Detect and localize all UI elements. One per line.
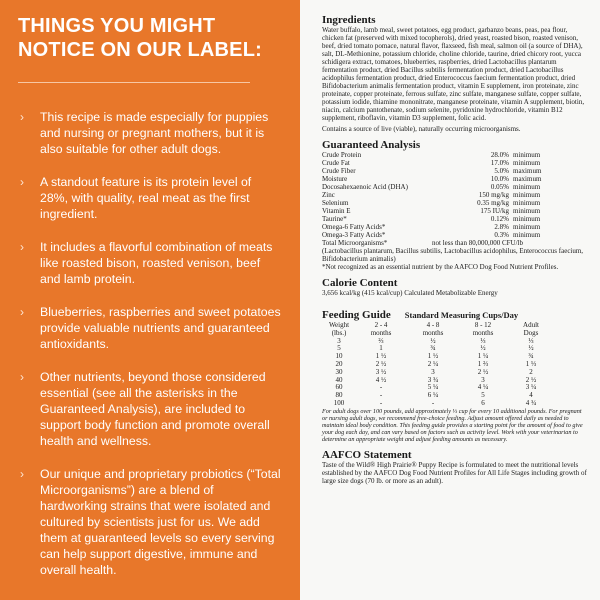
- aafco-heading: AAFCO Statement: [322, 448, 412, 461]
- feeding-header-cell: months: [370, 328, 392, 337]
- feeding-cell: 4 ¾: [525, 398, 537, 407]
- ga-row-unit: minimum: [513, 223, 541, 231]
- feeding-guide-header: [322, 303, 588, 321]
- ga-row-value: 5.0%: [494, 167, 509, 175]
- feeding-cell: 100: [333, 398, 345, 407]
- label-note-item: [18, 304, 282, 352]
- ga-footnote: *Not recognized as an essential nutrient by the AAFCO Dog Food Nutrient Profiles.: [322, 263, 559, 271]
- feeding-cell: 4: [529, 391, 533, 400]
- feeding-header-cell: months: [422, 328, 444, 337]
- feeding-cell: 5: [481, 391, 485, 400]
- feeding-cell: 1 ½: [375, 352, 387, 361]
- label-note-text: Blueberries, raspberries and sweet potatoes provide valuable nutrients and guaranteed antioxidants.: [40, 305, 281, 351]
- feeding-cell: -: [431, 398, 435, 407]
- feeding-cell: 6: [481, 398, 485, 407]
- ga-row-name: Crude Protein: [322, 151, 362, 159]
- feeding-cell: 3: [337, 336, 341, 345]
- ga-row-name: Total Microorganisms*: [322, 239, 388, 247]
- ga-row-total-microorganisms: [322, 239, 588, 247]
- feeding-cell: 10: [335, 352, 343, 361]
- chevron-right-icon: ›: [20, 305, 24, 319]
- feeding-guide-note: For adult dogs over 100 pounds, add approximately ⅓ cup for every 10 additional pounds. For pregnant or nursing adult dogs, we recommend free-choice feeding. Adjust amount offered daily as needed to maintain ideal body condition. This feeding guide provides a starting point for the amount of food to give your dog each day, and can vary based on factors such as activity level. Work with your veterinarian to determine an appropriate weight and adjust feeding amounts as necessary.: [322, 407, 583, 443]
- feeding-cell: ½: [480, 344, 486, 353]
- title-divider: [18, 82, 250, 83]
- feeding-row: [324, 369, 554, 377]
- feeding-cell: 3: [481, 375, 485, 384]
- feeding-header-cell: Dogs: [523, 328, 539, 337]
- ga-row: [322, 151, 588, 159]
- ga-row-name: Crude Fat: [322, 159, 350, 167]
- ga-row-value: not less than 80,000,000 CFU/lb: [432, 239, 524, 247]
- feeding-cell: 60: [335, 383, 343, 392]
- label-note-item: [18, 466, 282, 578]
- feeding-header-cell: 2 - 4: [374, 321, 388, 329]
- ga-row-value: 17.0%: [490, 159, 509, 167]
- label-note-item: [18, 239, 282, 287]
- feeding-cell: -: [379, 391, 383, 400]
- ga-row-name: Zinc: [322, 191, 335, 199]
- chevron-right-icon: ›: [20, 467, 24, 481]
- label-note-item: [18, 109, 282, 157]
- label-note-text: Other nutrients, beyond those considered essential (see all the asterisks in the Guaranteed Analysis), are included to support body function and promote overall health and wellness.: [40, 370, 270, 448]
- feeding-cell: 2 ½: [477, 367, 489, 376]
- feeding-cell: -: [379, 398, 383, 407]
- ga-row: [322, 231, 588, 239]
- feeding-cell: 2 ¼: [427, 359, 439, 368]
- feeding-header-cell: 4 - 8: [426, 321, 440, 329]
- microorganisms-note: Contains a source of live (viable), naturally occurring microorganisms.: [322, 125, 521, 133]
- feeding-cell: 2 ½: [375, 359, 387, 368]
- ga-row-value: 0.12%: [490, 215, 509, 223]
- feeding-cell: 3: [431, 367, 435, 376]
- feeding-cell: 1 ⅔: [477, 359, 489, 368]
- feeding-cell: 1 ¼: [477, 352, 489, 361]
- feeding-cell: 1 ⅓: [525, 359, 537, 368]
- ingredients-heading: Ingredients: [322, 14, 376, 26]
- feeding-header-cell: (lbs.): [331, 328, 347, 337]
- feeding-header-cell: 8 - 12: [474, 321, 492, 329]
- feeding-cell: 2 ½: [525, 375, 537, 384]
- feeding-row: [324, 338, 554, 346]
- chevron-right-icon: ›: [20, 370, 24, 384]
- feeding-row: [324, 361, 554, 369]
- ga-row: [322, 159, 588, 167]
- nutrition-label-panel: [300, 0, 600, 600]
- feeding-cell: ½: [430, 336, 436, 345]
- ga-row-value: 175 IU/kg: [480, 207, 509, 215]
- ga-row: [322, 199, 588, 207]
- chevron-right-icon: ›: [20, 175, 24, 189]
- guaranteed-analysis-heading: Guaranteed Analysis: [322, 139, 421, 151]
- feeding-row: [324, 384, 554, 392]
- feeding-cell: 2: [529, 367, 533, 376]
- ga-row-unit: minimum: [513, 215, 541, 223]
- ga-row: [322, 183, 588, 191]
- ga-row: [322, 223, 588, 231]
- ga-row-name: Docosahexaenoic Acid (DHA): [322, 183, 408, 191]
- ga-row-unit: minimum: [513, 191, 541, 199]
- ga-row-unit: minimum: [513, 199, 541, 207]
- feeding-cell: -: [379, 383, 383, 392]
- chevron-right-icon: ›: [20, 110, 24, 124]
- calorie-heading: Calorie Content: [322, 277, 398, 289]
- feeding-guide-heading: Feeding Guide: [322, 309, 391, 321]
- feeding-cell: 40: [335, 375, 343, 384]
- aafco-text: Taste of the Wild® High Prairie® Puppy Recipe is formulated to meet the nutritional levels established by the AAFCO Dog Food Nutrient Profiles for All Life Stages including growth of large size dogs (70 lb. or more as an adult).: [322, 460, 587, 485]
- ga-row: [322, 215, 588, 223]
- ga-row: [322, 175, 588, 183]
- ga-row-unit: minimum: [513, 159, 541, 167]
- ga-row-value: 0.35 mg/kg: [477, 199, 509, 207]
- ga-row-value: 2.8%: [494, 223, 509, 231]
- feeding-cell: 3 ½: [375, 367, 387, 376]
- ga-row: [322, 167, 588, 175]
- feeding-row: [324, 353, 554, 361]
- feeding-cell: 5: [337, 344, 341, 353]
- label-note-text: Our unique and proprietary probiotics (“Total Microorganisms”) are a blend of hardworking strains that were isolated and cultured by scientists just for us. We add them at guaranteed levels so every serving can help support digestive, immune and overall health.: [40, 467, 281, 577]
- label-notes-title: THINGS YOU MIGHT NOTICE ON OUR LABEL:: [18, 15, 262, 61]
- feeding-row: [324, 392, 554, 400]
- feeding-cell: 1 ½: [427, 352, 439, 361]
- feeding-row: [324, 345, 554, 353]
- feeding-cell: 5 ¼: [427, 383, 439, 392]
- chevron-right-icon: ›: [20, 240, 24, 254]
- feeding-header-cell: Weight: [328, 321, 350, 329]
- feeding-cell: 4 ½: [375, 375, 387, 384]
- label-note-item: [18, 369, 282, 449]
- ga-row-unit: minimum: [513, 231, 541, 239]
- ga-row: [322, 191, 588, 199]
- feeding-cell: 3 ¾: [427, 375, 439, 384]
- feeding-cell: 6 ¼: [427, 391, 439, 400]
- feeding-cell: ¾: [528, 352, 534, 361]
- feeding-cell: 1: [379, 344, 383, 353]
- feeding-cell: ⅓: [528, 336, 534, 345]
- feeding-header-row: [324, 330, 554, 338]
- ga-row-unit: minimum: [513, 183, 541, 191]
- feeding-header-cell: months: [472, 328, 494, 337]
- ga-microorganisms-detail: (Lactobacillus plantarum, Bacillus subtilis, Lactobacillus acidophilus, Enterococcus faecium, Bifidobacterium animalis): [322, 247, 584, 263]
- feeding-guide-table: [324, 322, 554, 408]
- ga-row-value: 10.0%: [490, 175, 509, 183]
- ga-row-name: Omega-3 Fatty Acids*: [322, 231, 386, 239]
- feeding-cell: 80: [335, 391, 343, 400]
- feeding-cell: 30: [335, 367, 343, 376]
- ga-row-unit: maximum: [513, 175, 542, 183]
- ga-row-name: Crude Fiber: [322, 167, 356, 175]
- ga-row-value: 150 mg/kg: [478, 191, 509, 199]
- ga-row-unit: maximum: [513, 167, 542, 175]
- ga-row-name: Taurine*: [322, 215, 347, 223]
- ga-row-name: Omega-6 Fatty Acids*: [322, 223, 386, 231]
- feeding-cell: ⅔: [378, 336, 384, 345]
- label-note-text: A standout feature is its protein level of 28%, with quality, real meat as the first ingredient.: [40, 175, 252, 221]
- guaranteed-analysis-table: [322, 151, 588, 239]
- feeding-header-cell: Adult: [523, 321, 539, 329]
- label-notes-list: [18, 109, 282, 578]
- calorie-text: 3,656 kcal/kg (415 kcal/cup) Calculated Metabolizable Energy: [322, 289, 498, 297]
- ga-row-value: 0.05%: [490, 183, 509, 191]
- feeding-row: [324, 400, 554, 408]
- ga-row-unit: minimum: [513, 151, 541, 159]
- ingredients-text: Water buffalo, lamb meal, sweet potatoes, egg product, garbanzo beans, peas, pea flour, chicken fat (preserved with mixed tocopherols), dried yeast, roasted bison, roasted venison, beef, dried tomato pomace, natural flavor, flaxseed, fish meal, salmon oil (a source of DHA), salt, DL-Methionine, potassium chloride, choline chloride, taurine, dried chicory root, yucca schidigera extract, tomatoes, blueberries, raspberries, dried Lactobacillus plantarum fermentation product, dried Bacillus subtilis fermentation product, dried Lactobacillus acidophilus fermentation product, dried Enterococcus faecium fermentation product, dried Bifidobacterium animalis fermentation product, vitamin E supplement, iron proteinate, zinc proteinate, copper proteinate, ferrous sulfate, zinc sulfate, manganese sulfate, copper sulfate, potassium iodide, thiamine mononitrate, manganese proteinate, vitamin A supplement, biotin, niacin, calcium pantothenate, sodium selenite, pyridoxine hydrochloride, vitamin B12 supplement, riboflavin, vitamin D3 supplement, folic acid.: [322, 26, 585, 122]
- ga-row-value: 28.0%: [490, 151, 509, 159]
- label-note-text: It includes a flavorful combination of meats like roasted bison, roasted venison, beef and lamb protein.: [40, 240, 273, 286]
- ga-row-name: Moisture: [322, 175, 348, 183]
- feeding-cell: 4 ¼: [477, 383, 489, 392]
- ga-row-name: Vitamin E: [322, 207, 351, 215]
- feeding-cell: 3 ¼: [525, 383, 537, 392]
- label-note-item: [18, 174, 282, 222]
- feeding-cell: ⅓: [480, 336, 486, 345]
- feeding-cell: ½: [528, 344, 534, 353]
- ga-row-value: 0.3%: [494, 231, 509, 239]
- label-note-text: This recipe is made especially for puppies and nursing or pregnant mothers, but it is also suitable for other adult dogs.: [40, 110, 269, 156]
- feeding-row: [324, 377, 554, 385]
- feeding-cell: ¾: [430, 344, 436, 353]
- feeding-guide-subtitle: Standard Measuring Cups/Day: [404, 310, 519, 320]
- ga-row-unit: minimum: [513, 207, 541, 215]
- feeding-cell: 20: [335, 359, 343, 368]
- ga-row: [322, 207, 588, 215]
- ga-row-name: Selenium: [322, 199, 349, 207]
